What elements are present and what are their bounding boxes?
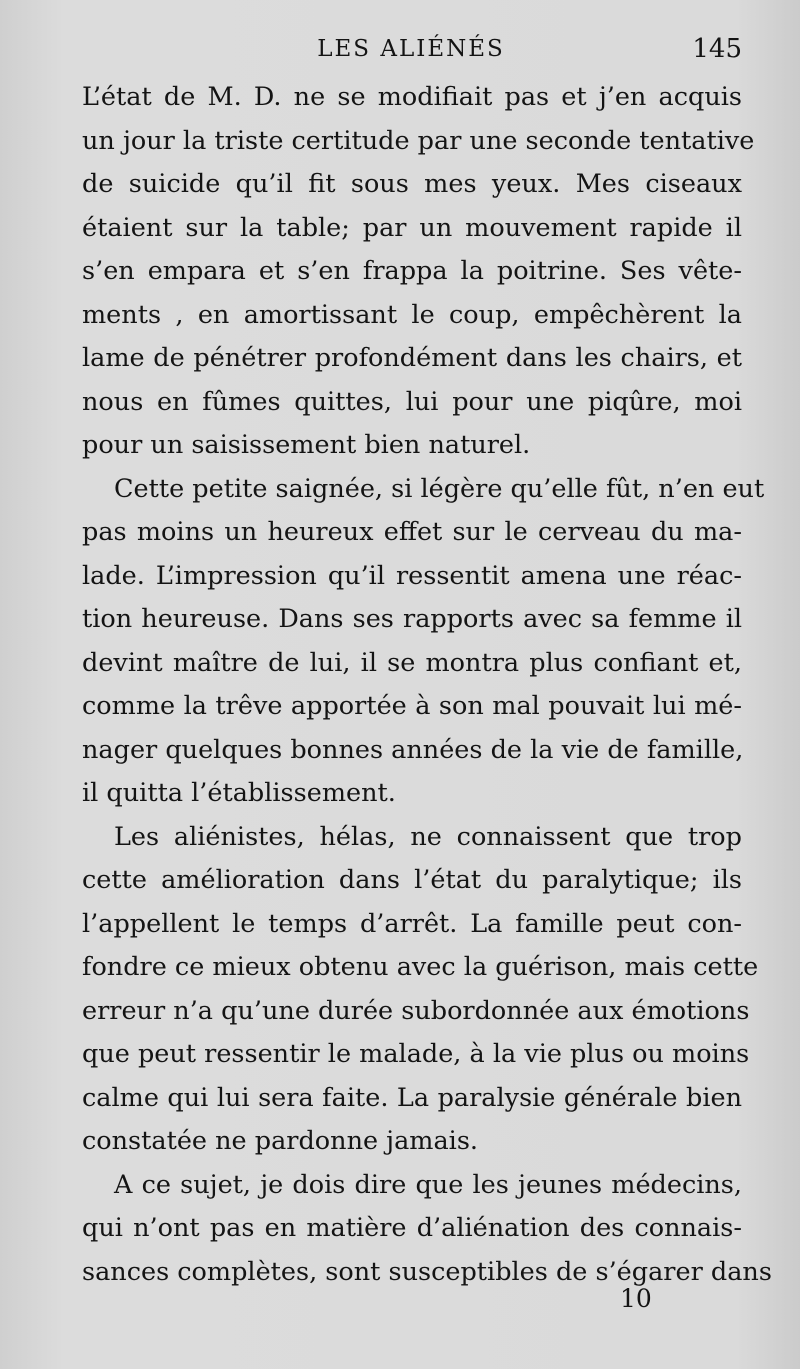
- paragraph: [82, 816, 759, 1164]
- text-line: pas moins un heureux effet sur le cerveau du ma-: [82, 517, 742, 547]
- text-line: tion heureuse. Dans ses rapports avec sa femme il: [82, 604, 742, 634]
- signature-mark: 10: [620, 1284, 652, 1313]
- text-line: comme la trêve apportée à son mal pouvait lui mé-: [82, 691, 742, 721]
- text-line: devint maître de lui, il se montra plus confiant et,: [82, 647, 742, 678]
- body-text: [82, 76, 772, 1294]
- page-number: 145: [692, 34, 742, 64]
- text-line: que peut ressentir le malade, à la vie plus ou moins: [82, 1039, 750, 1069]
- text-line: erreur n’a qu’une durée subordonnée aux émotions: [82, 995, 750, 1026]
- running-head: [80, 30, 742, 70]
- paragraph: [82, 1164, 772, 1295]
- text-line: s’en empara et s’en frappa la poitrine. Ses vête-: [82, 256, 742, 286]
- text-line: nous en fûmes quittes, lui pour une piqûre, moi: [82, 386, 742, 417]
- text-line: L’état de M. D. ne se modifiait pas et j’en acquis: [82, 82, 742, 112]
- paragraph: [82, 76, 755, 468]
- text-line: il quitta l’établissement.: [82, 778, 396, 808]
- text-line: fondre ce mieux obtenu avec la guérison, mais cette: [82, 952, 759, 982]
- text-line: étaient sur la table; par un mouvement rapide il: [82, 212, 742, 243]
- text-line: Les aliénistes, hélas, ne connaissent que trop: [114, 821, 742, 852]
- text-line: cette amélioration dans l’état du paralytique; ils: [82, 865, 742, 895]
- text-line: l’appellent le temps d’arrêt. La famille peut con-: [82, 908, 742, 939]
- text-line: qui n’ont pas en matière d’aliénation des connais-: [82, 1213, 742, 1243]
- text-line: nager quelques bonnes années de la vie de famille,: [82, 734, 744, 765]
- text-line: calme qui lui sera faite. La paralysie générale bien: [82, 1082, 742, 1113]
- text-line: A ce sujet, je dois dire que les jeunes médecins,: [114, 1169, 742, 1200]
- text-line: Cette petite saignée, si légère qu’elle fût, n’en eut: [114, 473, 765, 504]
- text-line: lade. L’impression qu’il ressentit amena une réac-: [82, 560, 742, 591]
- text-line: ments , en amortissant le coup, empêchèrent la: [82, 299, 742, 330]
- running-title: LES ALIÉNÉS: [317, 36, 505, 62]
- text-line: pour un saisissement bien naturel.: [82, 430, 531, 460]
- text-line: sances complètes, sont susceptibles de s’égarer dans: [82, 1256, 772, 1287]
- text-line: constatée ne pardonne jamais.: [82, 1126, 479, 1156]
- paragraph: [82, 468, 765, 816]
- text-line: un jour la triste certitude par une seconde tentative: [82, 125, 755, 156]
- text-line: lame de pénétrer profondément dans les chairs, et: [82, 343, 742, 373]
- text-line: de suicide qu’il fit sous mes yeux. Mes ciseaux: [82, 169, 742, 199]
